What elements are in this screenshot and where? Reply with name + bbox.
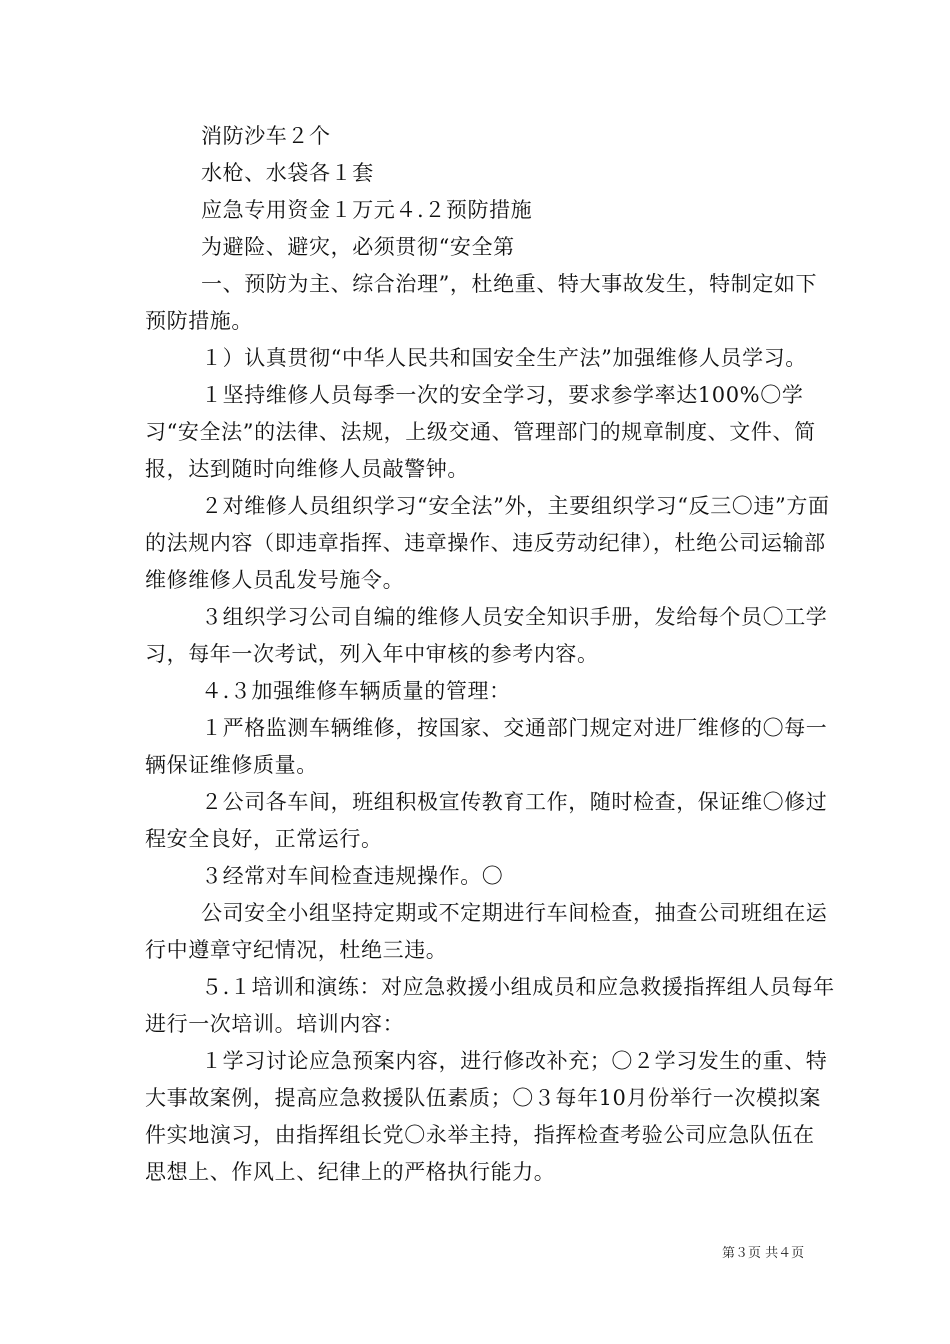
paragraph-workshop-education: ２公司各车间，班组积极宣传教育工作，随时检查，保证维〇修过程安全良好，正常运行。 (145, 790, 828, 851)
paragraph-prevention-first: 一、预防为主、综合治理”，杜绝重、特大事故发生，特制定如下预防措施。 (145, 272, 818, 333)
paragraph-training-drill: ５.１培训和演练：对应急救援小组成员和应急救援指挥组人员每年进行一次培训。培训内容： (145, 975, 835, 1036)
paragraph-handbook: ３组织学习公司自编的维修人员安全知识手册，发给每个员〇工学习，每年一次考试，列入年中审核的参考内容。 (145, 605, 828, 666)
paragraph-water-gun: 水枪、水袋各１套 (201, 161, 374, 185)
paragraph-avoid-danger: 为避险、避灾，必须贯彻“安全第 (201, 235, 515, 259)
paragraph-training-content: １学习讨论应急预案内容，进行修改补充；〇２学习发生的重、特大事故案例，提高应急救援队伍素质；〇３每年10月份举行一次模拟案件实地演习，由指挥组长党〇永举主持，指挥检查考验公司应急队伍在思想上、作风上、纪律上的严格执行能力。 (145, 1049, 828, 1184)
paragraph-emergency-fund: 应急专用资金１万元４.２预防措施 (201, 198, 533, 222)
page-number: 第３页 共４页 (722, 1246, 805, 1261)
paragraph-monitor-repair: １严格监测车辆维修，按国家、交通部门规定对进厂维修的〇每一辆保证维修质量。 (145, 716, 828, 777)
paragraph-study-quarterly: １坚持维修人员每季一次的安全学习，要求参学率达100%〇学习“安全法”的法律、法规，上级交通、管理部门的规章制度、文件、简报，达到随时向维修人员敲警钟。 (145, 383, 816, 481)
paragraph-vehicle-quality-heading: ４.３加强维修车辆质量的管理： (201, 679, 511, 703)
paragraph-three-violations: ２对维修人员组织学习“安全法”外，主要组织学习“反三〇违”方面的法规内容（即违章指挥、违章操作、违反劳动纪律），杜绝公司运输部维修维修人员乱发号施令。 (145, 494, 830, 592)
paragraph-safety-group: 公司安全小组坚持定期或不定期进行车间检查，抽查公司班组在运行中遵章守纪情况，杜绝三违。 (145, 901, 828, 962)
paragraph-safety-law: １）认真贯彻“中华人民共和国安全生产法”加强维修人员学习。 (201, 346, 807, 370)
paragraph-check-violations: ３经常对车间检查违规操作。〇 (201, 864, 504, 888)
document-body (145, 118, 835, 1191)
paragraph-sand-cart: 消防沙车２个 (201, 124, 331, 148)
